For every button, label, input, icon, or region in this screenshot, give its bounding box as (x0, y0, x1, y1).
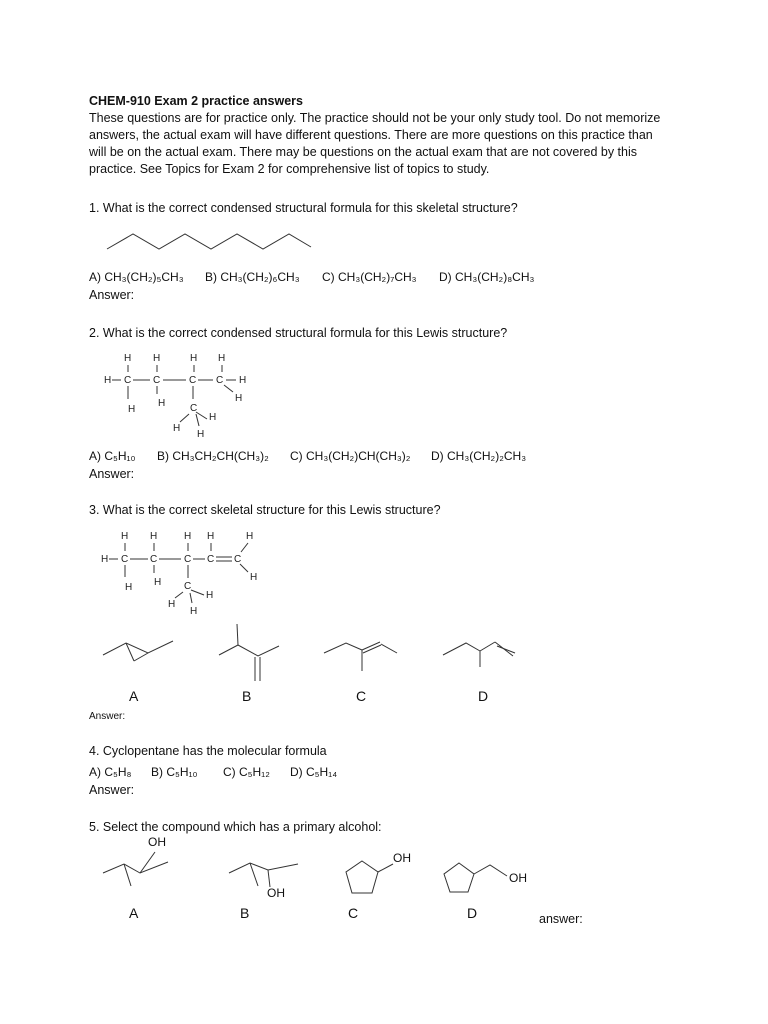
atom-label: H (168, 599, 176, 610)
atom-label: C (124, 375, 132, 386)
q5-choice-a-label: A (129, 905, 139, 921)
atom-label: H (190, 353, 198, 364)
q5-choice-d-label: D (467, 905, 478, 921)
atom-label: C (189, 375, 197, 386)
q3-choice-c-label: C (356, 688, 367, 704)
atom-label: H (158, 398, 166, 409)
q3-choice-b-label: B (242, 688, 252, 704)
q1-option-c: C) CH₃(CH₂)₇CH₃ (322, 270, 417, 284)
q5-c-oh-label: OH (393, 851, 411, 865)
q4-answer-label: Answer: (89, 783, 135, 797)
atom-label: H (121, 531, 129, 542)
atom-label: C (184, 554, 192, 565)
q2-option-b: B) CH₃CH₂CH(CH₃)₂ (157, 449, 269, 463)
q3-text: 3. What is the correct skeletal structure for this Lewis structure? (89, 503, 441, 517)
atom-label: H (150, 531, 158, 542)
atom-label: H (207, 531, 215, 542)
atom-label: H (173, 423, 181, 434)
q4-option-a: A) C₅H₈ (89, 765, 132, 779)
q1-answer-label: Answer: (89, 288, 135, 302)
atom-label: H (197, 429, 205, 440)
q5-answer-label: answer: (539, 912, 583, 926)
q2-text: 2. What is the correct condensed structural formula for this Lewis structure? (89, 326, 508, 340)
atom-label: H (153, 353, 161, 364)
atom-label: H (128, 404, 136, 415)
q3-choice-a-label: A (129, 688, 139, 704)
atom-label: H (125, 582, 133, 593)
q5-d-oh-label: OH (509, 871, 527, 885)
intro-line: practice. See Topics for Exam 2 for comprehensive list of topics to study. (89, 162, 490, 176)
q5-a-oh-label: OH (148, 835, 166, 849)
atom-label: C (234, 554, 242, 565)
q5-text: 5. Select the compound which has a primary alcohol: (89, 820, 382, 834)
atom-label: H (124, 353, 132, 364)
q3-answer-label: Answer: (89, 711, 126, 722)
atom-label: H (239, 375, 247, 386)
atom-label: H (209, 412, 217, 423)
atom-label: H (190, 606, 198, 617)
q3-choice-d-label: D (478, 688, 489, 704)
atom-label: H (184, 531, 192, 542)
atom-label: H (246, 531, 254, 542)
q1-text: 1. What is the correct condensed structural formula for this skeletal structure? (89, 201, 518, 215)
atom-label: C (207, 554, 215, 565)
intro-line: answers, the actual exam will have different questions. There are more questions on this practice than (89, 128, 653, 142)
intro-line: These questions are for practice only. The practice should not be your only study tool. Do not memorize (89, 111, 661, 125)
q2-option-c: C) CH₃(CH₂)CH(CH₃)₂ (290, 449, 411, 463)
doc-title: CHEM-910 Exam 2 practice answers (89, 94, 303, 108)
atom-label: H (206, 590, 214, 601)
atom-label: C (216, 375, 224, 386)
atom-label: H (101, 554, 109, 565)
atom-label: C (190, 403, 198, 414)
q2-answer-label: Answer: (89, 467, 135, 481)
atom-label: C (184, 581, 192, 592)
q5-choice-b-label: B (240, 905, 250, 921)
q4-option-c: C) C₅H₁₂ (223, 765, 270, 779)
atom-label: H (104, 375, 112, 386)
q1-option-a: A) CH₃(CH₂)₅CH₃ (89, 270, 184, 284)
q1-option-d: D) CH₃(CH₂)₈CH₃ (439, 270, 535, 284)
q4-option-b: B) C₅H₁₀ (151, 765, 198, 779)
q2-option-a: A) C₅H₁₀ (89, 449, 136, 463)
q4-text: 4. Cyclopentane has the molecular formula (89, 744, 327, 758)
atom-label: H (235, 393, 243, 404)
atom-label: C (153, 375, 161, 386)
atom-label: C (121, 554, 129, 565)
atom-label: H (250, 572, 258, 583)
atom-label: C (150, 554, 158, 565)
q4-option-d: D) C₅H₁₄ (290, 765, 338, 779)
atom-label: H (154, 577, 162, 588)
q5-b-oh-label: OH (267, 886, 285, 900)
q2-option-d: D) CH₃(CH₂)₂CH₃ (431, 449, 527, 463)
atom-label: H (218, 353, 226, 364)
intro-line: will be on the actual exam. There may be questions on the actual exam that are not covered by this (89, 145, 637, 159)
q5-choice-c-label: C (348, 905, 359, 921)
q1-option-b: B) CH₃(CH₂)₆CH₃ (205, 270, 300, 284)
